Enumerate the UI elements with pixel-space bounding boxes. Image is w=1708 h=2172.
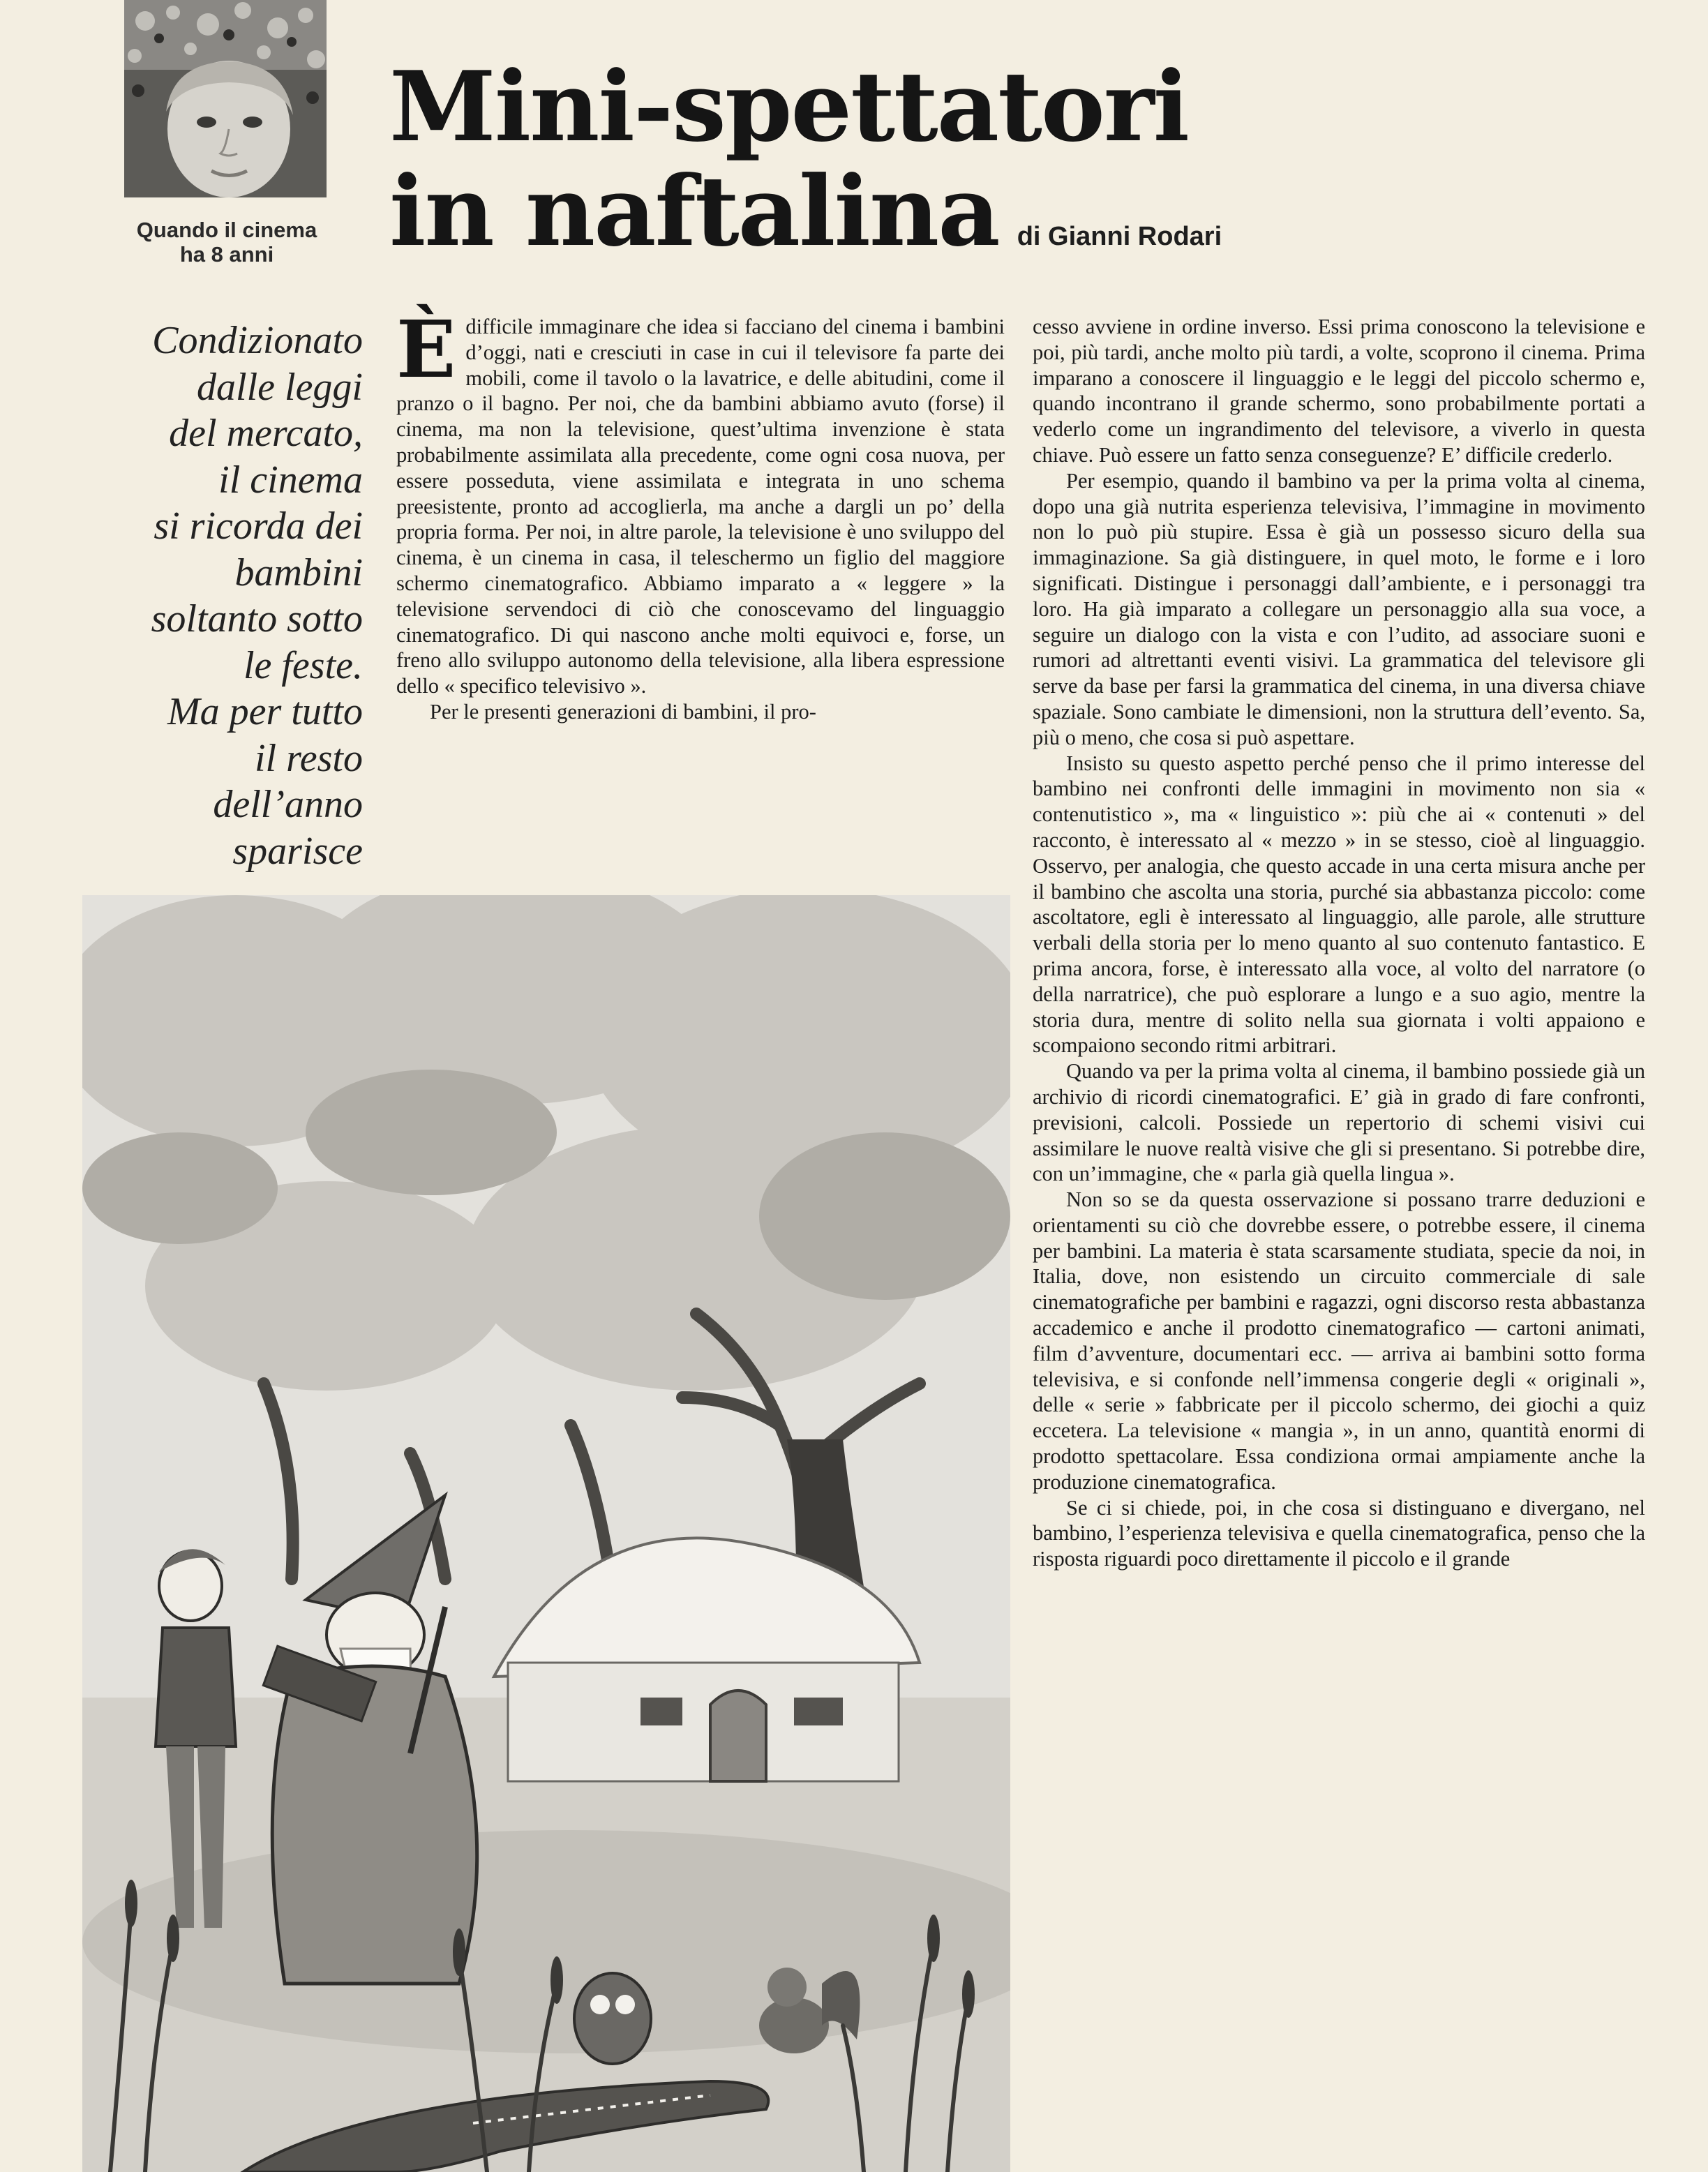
paragraph: Per le presenti generazioni di bambini, il pro- — [430, 699, 816, 724]
paragraph: Quando va per la prima volta al cinema, il bambino possiede già un archivio di ricordi cinematografici. E’ già in grado di fare confronti, previsioni, calcoli. Possiede un repertorio di schemi visivi cui assimilare le nuove realtà visive che gli si presentano. Si potrebbe dire, con un’immagine, che « parla già quella lingua ». — [1033, 1059, 1645, 1186]
title-line-1: Mini-spettatori — [389, 50, 1189, 163]
pull-quote-line: il cinema — [218, 458, 363, 502]
pull-quote-line: del mercato, — [169, 412, 363, 455]
pull-quote-line: Condizionato — [152, 319, 363, 362]
article-column-1 — [396, 304, 1005, 725]
pull-quote-line: sparisce — [232, 829, 363, 873]
paragraph: Non so se da questa osservazione si possano trarre deduzioni e orientamenti su ciò che dovrebbe essere, o potrebbe essere, il cinema per bambini. La materia è stata scarsamente studiata, specie da noi, in Italia, dove, non esistendo un circuito commerciale di sale cinematografiche per bambini e ragazzi, ogni discorso resta abbastanza accademico e anche il prodotto cinematografico — cartoni animati, film d’avventure, documentari ecc. — arriva ai bambini sotto forma televisiva, e si confonde nell’immensa congerie degli « originali », delle « serie » fabbricate per il piccolo schermo, dei giochi a quiz eccetera. La televisione « mangia », in un anno, quantità enormi di prodotto spettacolare. Essa condiziona ormai ampiamente anche la produzione cinematografica. — [1033, 1188, 1645, 1494]
pull-quote-line: Ma per tutto — [167, 690, 363, 733]
cartoon-illustration — [82, 895, 1010, 2172]
paragraph: Se ci si chiede, poi, in che cosa si distinguano e divergano, nel bambino, l’esperienza televisiva e quella cinematografica, penso che la risposta riguardi poco direttamente il piccolo e il grande — [1033, 1495, 1645, 1571]
drop-cap: È — [396, 304, 456, 396]
paragraph: Insisto su questo aspetto perché penso che il primo interesse del bambino nei confronti delle immagini in movimento non sia « contenutistico », ma « linguistico »: più che ai « contenuti » del racconto, è interessato al « mezzo » in se stesso, cioè al linguaggio. Osservo, per analogia, che questo accade in una certa misura anche per il bambino che ascolta una storia, purché sia abbastanza piccolo: come ascoltatore, egli è interessato al linguaggio, alle parole, alle strutture verbali della storia per lo meno quanto al suo contenuto fantastico. E prima ancora, forse, è interessato alla voce, al volto del narratore (o della narratrice), che può esplorare a lungo e a suo agio, mentre la storia dura, mentre di solito nella sua giornata i volti appaiono e scompaiono secondo ritmi arbitrari. — [1033, 751, 1645, 1058]
photo-caption — [112, 218, 342, 267]
pull-quote — [98, 317, 363, 874]
paragraph-text: difficile immaginare che idea si facciano del cinema i bambini d’oggi, nati e cresciuti in case in cui il televisore fa parte dei mobili, come il tavolo o la lavatrice, e delle abitudini, come il pranzo o il bagno. Per noi, che da bambini abbiamo avuto (forse) il cinema, ma non la televisione, quest’ultima invenzione è stata probabilmente assimilata alla precedente, come ogni cosa nuova, per essere posseduta, viene assimilata e integrata in uno schema preesistente, pronto ad accoglierla, ma anche a dargli un po’ della propria forma. Per noi, in altre parole, la televisione è uno sviluppo del cinema, è un cinema in casa, il teleschermo un figlio del maggiore schermo cinematografico. Abbiamo imparato a « leggere » la televisione servendoci di ciò che conoscevamo del linguaggio cinematografico. Di qui nascono anche molti equivoci e, forse, un freno allo sviluppo autonomo della televisione, alla libera espressione dello « specifico televisivo ». — [396, 315, 1005, 698]
photo-caption-text: Quando il cinema ha 8 anni — [136, 218, 317, 267]
pull-quote-line: dalle leggi — [197, 365, 363, 409]
child-photo — [124, 0, 327, 197]
pull-quote-line: bambini — [234, 551, 363, 594]
title-line-2-text: in naftalina — [389, 154, 999, 268]
pull-quote-line: le feste. — [243, 643, 363, 687]
pull-quote-line: dell’anno — [213, 783, 363, 826]
article-title — [389, 50, 1575, 289]
pull-quote-line: soltanto sotto — [151, 597, 363, 641]
article-column-2 — [1033, 314, 1645, 1572]
title-line-2 — [389, 154, 1575, 289]
paragraph — [396, 304, 1005, 699]
pull-quote-line: si ricorda dei — [153, 504, 363, 548]
byline: di Gianni Rodari — [1017, 222, 1222, 251]
paragraph: cesso avviene in ordine inverso. Essi prima conoscono la televisione e poi, più tardi, anche molto più tardi, a volte, scoprono il cinema. Prima imparano a conoscere il linguaggio e le leggi del piccolo schermo e, quando incontrano il grande schermo, sono probabilmente portati a vederlo come un ingrandimento del televisore, a viverlo in questa chiave. Può essere un fatto senza conseguenze? E’ difficile crederlo. — [1033, 315, 1645, 467]
pull-quote-line: il resto — [254, 736, 363, 780]
paragraph: Per esempio, quando il bambino va per la prima volta al cinema, dopo una già nutrita esperienza televisiva, l’immagine in movimento non lo può più stupire. Essa è già un possesso sicuro della sua immaginazione. Sa già distinguere, in quel moto, le forme e i loro significati. Distingue i personaggi dall’ambiente, e i personaggi tra loro. Ha già imparato a collegare un personaggio alla sua voce, a seguire un dialogo con la vista e con l’udito, ad associare suoni e rumori ad altrettanti eventi visivi. La grammatica del televisore gli serve da base per farsi la grammatica del cinema, in una diversa chiave spaziale. Sono cambiate le dimensioni, non la struttura dell’evento. Sa, più o meno, che cosa si può aspettare. — [1033, 468, 1645, 749]
